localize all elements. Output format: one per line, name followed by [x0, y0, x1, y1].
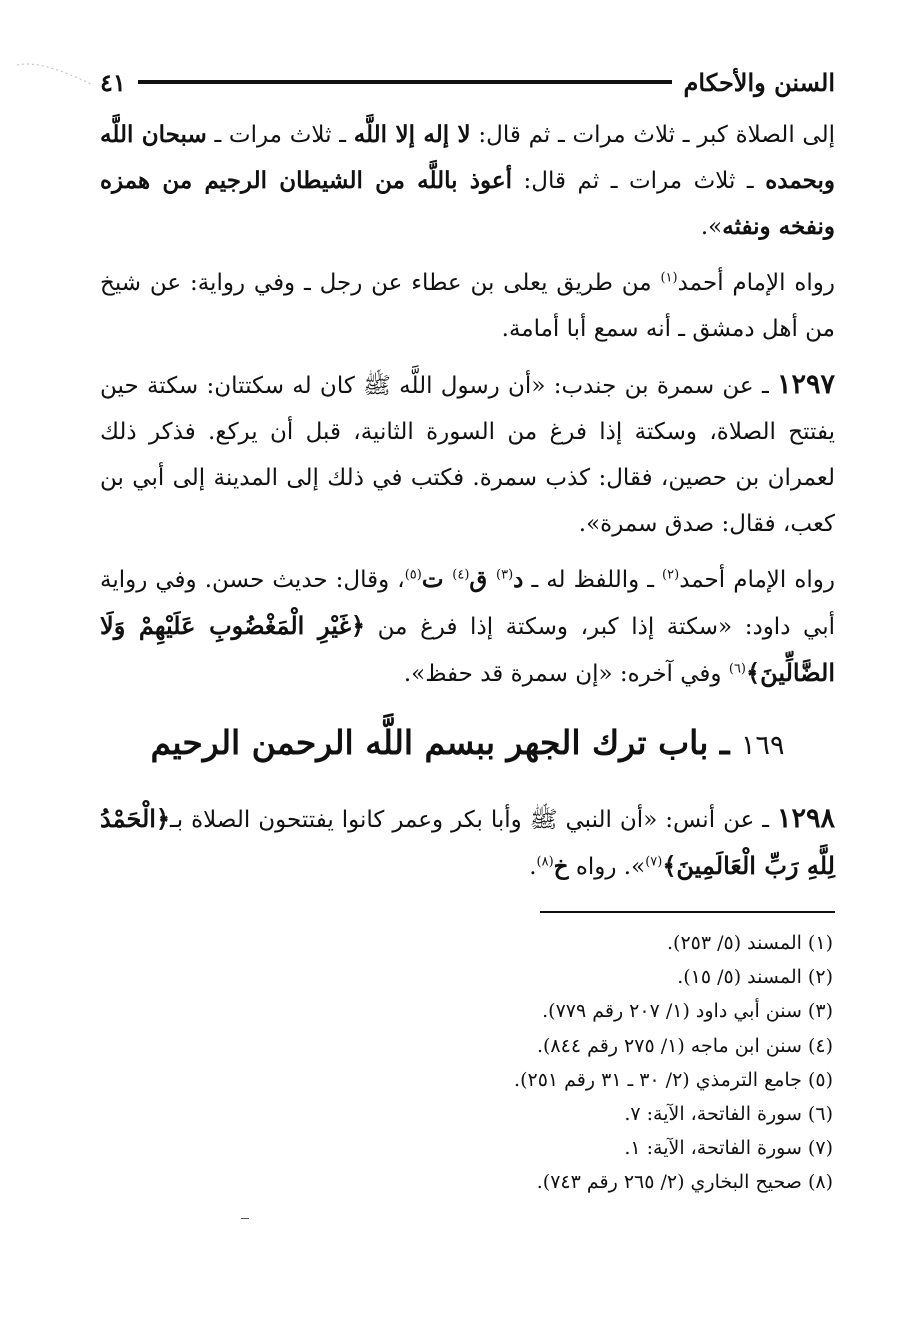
footnote-2: (٢) المسند (٥/ ١٥).	[677, 966, 833, 989]
scan-speck	[241, 1218, 249, 1219]
chapter-heading	[100, 715, 835, 774]
paragraph-source-1296: رواه الإمام أحمد$^{(١)}$ من طريق يعلى بن عطاء عن رجل ـ وفي رواية: عن شيخ من أهل دمشق ـ أنه سمع أبا أمامة.	[100, 270, 835, 342]
chapter-number: ١٦٩	[741, 730, 785, 761]
footnote-3: (٣) سنن أبي داود (١/ ٢٠٧ رقم ٧٧٩).	[542, 1000, 833, 1023]
hadith-1297: ١٢٩٧ ـ عن سمرة بن جندب: «أن رسول اللَّه ﷺ كان له سكتتان: سكتة حين يفتتح الصلاة، وسكتة إذا فرغ من السورة الثانية، قبل أن يركع. فذكر ذلك لعمران بن حصين، فقال: كذب سمرة. فكتب في ذلك إلى المدينة إلى أبي بن كعب، فقال: صدق سمرة».	[100, 369, 835, 537]
scan-artifact	[15, 35, 95, 95]
footnote-4: (٤) سنن ابن ماجه (١/ ٢٧٥ رقم ٨٤٤).	[536, 1034, 833, 1057]
quran-verse: ﴿الْحَمْدُ لِلَّهِ رَبِّ الْعَالَمِينَ﴾	[100, 804, 835, 880]
header-title: السنن والأحكام	[683, 67, 835, 97]
footnote-5: (٥) جامع الترمذي (٢/ ٣٠ ـ ٣١ رقم ٢٥١).	[514, 1068, 833, 1091]
running-header	[100, 62, 835, 102]
footnote-ref: (١)	[660, 270, 678, 286]
header-rule	[138, 80, 672, 84]
hadith-1298: ١٢٩٨ ـ عن أنس: «أن النبي ﷺ وأبا بكر وعمر كانوا يفتتحون الصلاة بـ﴿الْحَمْدُ لِلَّهِ رَبِّ الْعَالَمِينَ﴾$^{(٧)}$». رواه خ$^{(٨)}$.	[100, 803, 835, 880]
hadith-number: ١٢٩٨	[776, 803, 835, 834]
hadith-number: ١٢٩٧	[776, 369, 835, 400]
footnote-6: (٦) سورة الفاتحة، الآية: ٧.	[624, 1103, 833, 1126]
footnote-7: (٧) سورة الفاتحة، الآية: ١.	[624, 1137, 833, 1160]
footnote-8: (٨) صحيح البخاري (٢/ ٢٦٥ رقم ٧٤٣).	[536, 1171, 833, 1194]
page-number: ٤١	[100, 67, 126, 97]
footnotes	[100, 926, 833, 1200]
paragraph-source-1297: رواه الإمام أحمد$^{(٢)}$ ـ واللفظ له ـ د$^{(٣)}$ ق$^{(٤)}$ ت$^{(٥)}$، وقال: حديث حسن. وفي رواية أبي داود: «سكتة إذا كبر، وسكتة إذا فرغ من ﴿غَيْرِ الْمَغْضُوبِ عَلَيْهِمْ وَلَا الضَّالِّينَ﴾$^{(٦)}$ وفي آخره: «إن سمرة قد حفظ».	[100, 566, 835, 687]
footnote-separator	[540, 911, 835, 913]
paragraph-continuation: إلى الصلاة كبر ـ ثلاث مرات ـ ثم قال: لا إله إلا اللَّه ـ ثلاث مرات ـ سبحان اللَّه وبحمده ـ ثلاث مرات ـ ثم قال: أعوذ باللَّه من الشيطان الرجيم من همزه ونفخه ونفثه».	[100, 121, 836, 240]
chapter-title: ـ باب ترك الجهر ببسم اللَّه الرحمن الرحيم	[150, 723, 742, 762]
main-text	[100, 112, 835, 900]
footnote-1: (١) المسند (٥/ ٢٥٣).	[666, 932, 833, 954]
quran-verse: ﴿غَيْرِ الْمَغْضُوبِ عَلَيْهِمْ وَلَا الضَّالِّينَ﴾	[100, 611, 835, 687]
